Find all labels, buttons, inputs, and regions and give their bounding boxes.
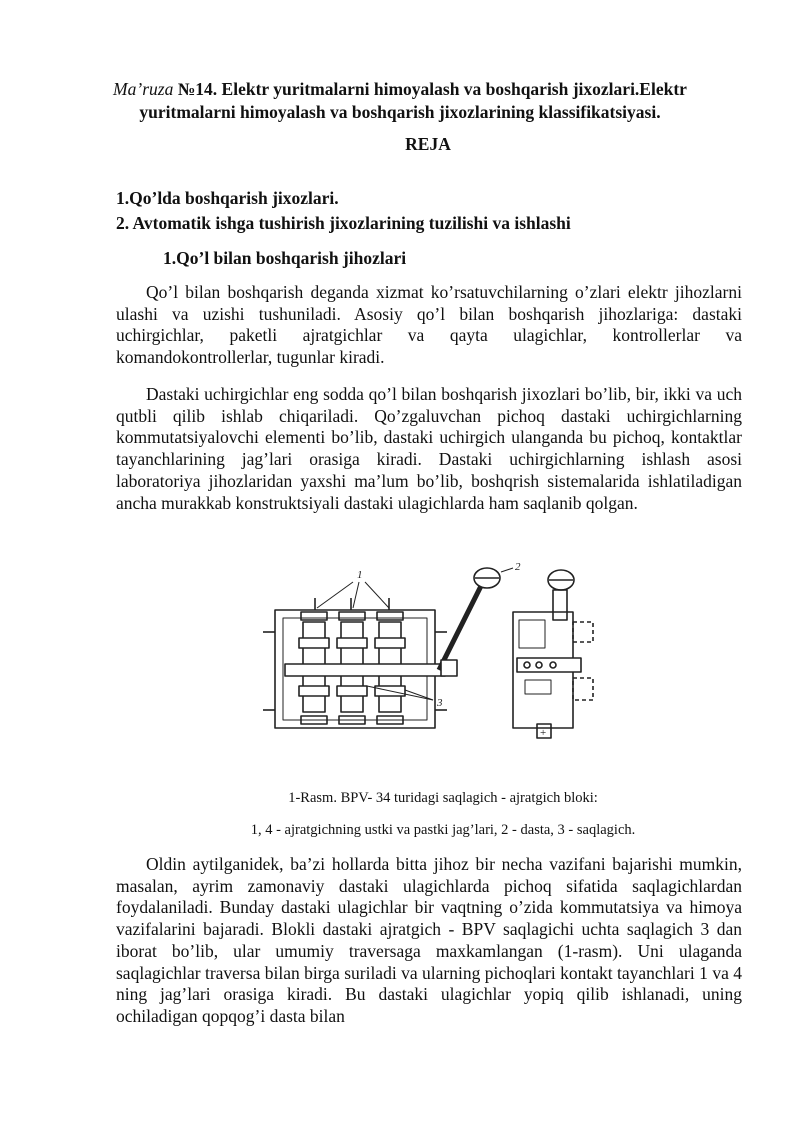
lecture-title	[100, 78, 700, 124]
side-view-drawing	[513, 570, 593, 738]
label-1: 1	[357, 569, 363, 581]
lecture-title-text: №14. Elektr yuritmalarni himoyalash va boshqarish jixozlari.Elektr yuritmalarni himoyalash va boshqarish jixozlarining klassifikatsiyasi.	[139, 79, 687, 122]
switch-fuse-diagram	[255, 560, 595, 750]
lecture-title-lead: Ma’ruza	[113, 79, 174, 99]
handle-lever	[439, 568, 500, 676]
plan-item-1: 1.Qo’lda boshqarish jixozlari.	[116, 188, 339, 208]
paragraph-2: Dastaki uchirgichlar eng sodda qo’l bilan boshqarish jixozlari bo’lib, bir, ikki va uch qutbli qilib ishlab chiqariladi. Qo’zgaluvchan pichoq dastaki uchirgichlarning kommutatsiyalovchi elementi bo’lib, dastaki uchirgich ulanganda bu pichoq, kontaktlar tayanchlarining jag’lari orasiga kiradi. Dastaki uchirgichlarning ishlash asosi laboratoriya jihozlaridan yaxshi ma’lum bo’lib, boshqrish sistemalarida ishlatiladigan ancha murakkab konstruktsiyali dastaki ulagichlarda ham saqlanib qolgan.	[116, 384, 742, 513]
section-heading: 1.Qo’l bilan boshqarish jihozlari	[163, 248, 407, 268]
figure-caption-2: 1, 4 - ajratgichning ustki va pastki jag’lari, 2 - dasta, 3 - saqlagich.	[250, 822, 636, 838]
plus-sign: +	[540, 727, 547, 739]
plan-heading: REJA	[405, 134, 451, 154]
label-2: 2	[515, 561, 521, 573]
paragraph-3: Oldin aytilganidek, ba’zi hollarda bitta jihoz bir necha vazifani bajarishi mumkin, masalan, ayrim zamonaviy dastaki ulagichlarda pichoq sifatida saqlagichlardan foydalaniladi. Bunday dastaki ulagichlar bir vaqtning o’zida kommutatsiya va himoya vazifalarini bajaradi. Blokli dastaki ajratgich - BPV saqlagichi uchta saqlagich 3 dan iborat bo’lib, ular umumiy traversaga maxkamlangan (1-rasm). Uni ulaganda saqlagichlar traversa bilan birga suriladi va ularning pichoqlari kontakt tayanchlari 1 va 4 ning jag’lari orasiga kiradi. Bu dastaki ulagichlar yopiq qilib ishlanadi, uning ochiladigan qopqog’i dasta bilan	[116, 854, 742, 1026]
figure-caption-1: 1-Rasm. BPV- 34 turidagi saqlagich - ajratgich bloki:	[288, 790, 598, 806]
plan-item-2: 2. Avtomatik ishga tushirish jixozlarining tuzilishi va ishlashi	[116, 213, 571, 233]
label-3: 3	[437, 697, 443, 709]
traverse-bar	[285, 664, 445, 676]
paragraph-1: Qo’l bilan boshqarish deganda xizmat ko’rsatuvchilarning o’zlari elektr jihozlarni ulashi va uzishi tushuniladi. Asosiy qo’l bilan boshqarish jihozlariga: dastaki uchirgichlar, paketli ajratgichlar va qayta ulagichlar, kontrollerlar va komandokontrollerlar, tugunlar kiradi.	[116, 282, 742, 368]
